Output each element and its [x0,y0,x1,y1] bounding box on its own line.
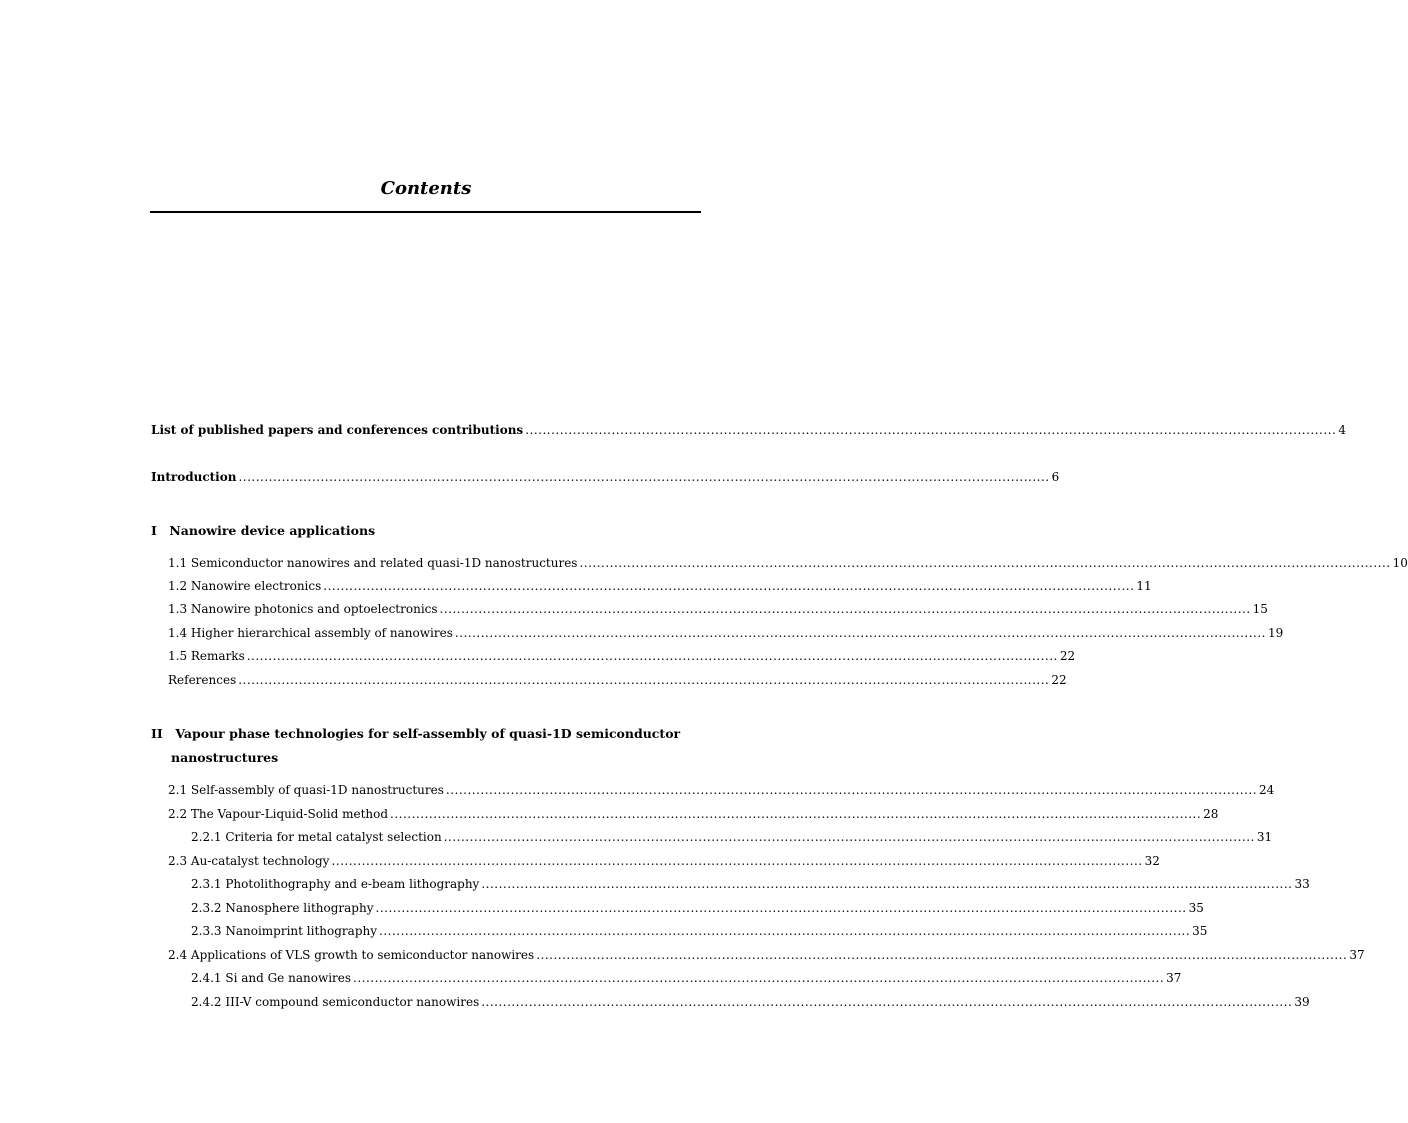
toc-entry-label: 2.2.1 Criteria for metal catalyst selection [191,830,442,844]
toc-entry[interactable] [168,946,1365,964]
toc-entry-page: 10 [1392,556,1408,570]
toc-entry-page: 33 [1294,877,1310,891]
toc-entry-published-papers[interactable] [151,421,1346,439]
toc-leader-dots: ............................................................................................................................................................................................ [481,877,1293,891]
toc-entry-label: 1.2 Nanowire electronics [168,579,322,593]
chapter-heading-2[interactable] [151,722,679,746]
toc-entry-page: 39 [1294,995,1310,1009]
chapter-heading-1[interactable] [151,519,679,543]
toc-leader-dots: ............................................................................................................................................................................................ [238,470,1050,484]
toc-entry-label: 1.4 Higher hierarchical assembly of nanowires [168,626,453,640]
toc-entry[interactable] [191,875,1310,893]
toc-entry-page: 37 [1349,948,1365,962]
toc-entry-page: 4 [1338,423,1346,437]
toc-leader-dots: ............................................................................................................................................................................................ [443,830,1255,844]
toc-entry[interactable] [168,577,1152,595]
chapter-title-continued: nanostructures [171,750,279,765]
toc-entry-page: 19 [1267,626,1284,640]
toc-entry-label: 2.3 Au-catalyst technology [168,854,330,868]
toc-leader-dots: ............................................................................................................................................................................................ [536,948,1348,962]
toc-entry-label: 2.1 Self-assembly of quasi-1D nanostructures [168,783,444,797]
toc-entry[interactable] [168,805,1219,823]
toc-leader-dots: ............................................................................................................................................................................................ [323,579,1135,593]
toc-entry-label: References [168,673,237,687]
toc-entry-page: 15 [1252,602,1268,616]
toc-entry-page: 11 [1136,579,1152,593]
toc-entry-page: 22 [1059,649,1076,663]
toc-leader-dots: ............................................................................................................................................................................................ [246,649,1058,663]
toc-entry-label: 1.1 Semiconductor nanowires and related quasi-1D nanostructures [168,556,578,570]
toc-entry[interactable] [168,624,1284,642]
toc-leader-dots: ............................................................................................................................................................................................ [375,901,1187,915]
toc-entry-label: 1.5 Remarks [168,649,245,663]
toc-leader-dots: ............................................................................................................................................................................................ [439,602,1251,616]
toc-leader-dots: ............................................................................................................................................................................................ [331,854,1143,868]
toc-leader-dots: ............................................................................................................................................................................................ [454,626,1266,640]
toc-leader-dots: ............................................................................................................................................................................................ [238,673,1050,687]
toc-entry[interactable] [168,671,1067,689]
chapter-number: II [151,726,163,741]
toc-entry[interactable] [191,828,1273,846]
toc-entry-page: 28 [1203,807,1219,821]
toc-entry-page: 32 [1144,854,1160,868]
chapter-title: Vapour phase technologies for self-assembly of quasi-1D semiconductor [175,726,681,741]
toc-leader-dots: ............................................................................................................................................................................................ [353,971,1165,985]
toc-entry-label: 2.4.2 III-V compound semiconductor nanowires [191,995,480,1009]
toc-leader-dots: ............................................................................................................................................................................................ [379,924,1191,938]
toc-leader-dots: ............................................................................................................................................................................................ [445,783,1258,797]
table-of-contents [151,0,1408,1123]
toc-entry[interactable] [191,993,1310,1011]
toc-entry-page: 24 [1259,783,1275,797]
toc-entry-page: 35 [1192,924,1208,938]
toc-entry[interactable] [168,600,1268,618]
toc-entry-label: 2.4 Applications of VLS growth to semiconductor nanowires [168,948,535,962]
toc-entry[interactable] [168,554,1408,572]
toc-entry[interactable] [191,922,1208,940]
toc-entry-label: 2.3.3 Nanoimprint lithography [191,924,378,938]
toc-entry-label: List of published papers and conferences contributions [151,423,524,437]
toc-entry-introduction[interactable] [151,468,1060,486]
toc-entry-label: 2.4.1 Si and Ge nanowires [191,971,352,985]
toc-entry[interactable] [168,852,1160,870]
toc-entry[interactable] [168,647,1076,665]
toc-leader-dots: ............................................................................................................................................................................................ [525,423,1337,437]
toc-entry-page: 37 [1166,971,1182,985]
toc-entry-label: 2.2 The Vapour-Liquid-Solid method [168,807,389,821]
toc-entry[interactable] [168,781,1275,799]
toc-entry-label: 2.3.2 Nanosphere lithography [191,901,374,915]
toc-entry-label: 1.3 Nanowire photonics and optoelectronics [168,602,438,616]
toc-entry-page: 22 [1051,673,1067,687]
page-title: Contents [380,178,472,199]
chapter-number: I [151,523,157,538]
toc-entry[interactable] [191,969,1182,987]
toc-entry-page: 31 [1256,830,1273,844]
chapter-title: Nanowire device applications [169,523,376,538]
toc-entry-page: 35 [1188,901,1204,915]
toc-leader-dots: ............................................................................................................................................................................................ [579,556,1391,570]
toc-entry-label: 2.3.1 Photolithography and e-beam lithography [191,877,480,891]
toc-entry[interactable] [191,899,1204,917]
toc-leader-dots: ............................................................................................................................................................................................ [390,807,1202,821]
toc-entry-page: 6 [1051,470,1060,484]
toc-entry-label: Introduction [151,470,237,484]
toc-leader-dots: ............................................................................................................................................................................................ [481,995,1293,1009]
